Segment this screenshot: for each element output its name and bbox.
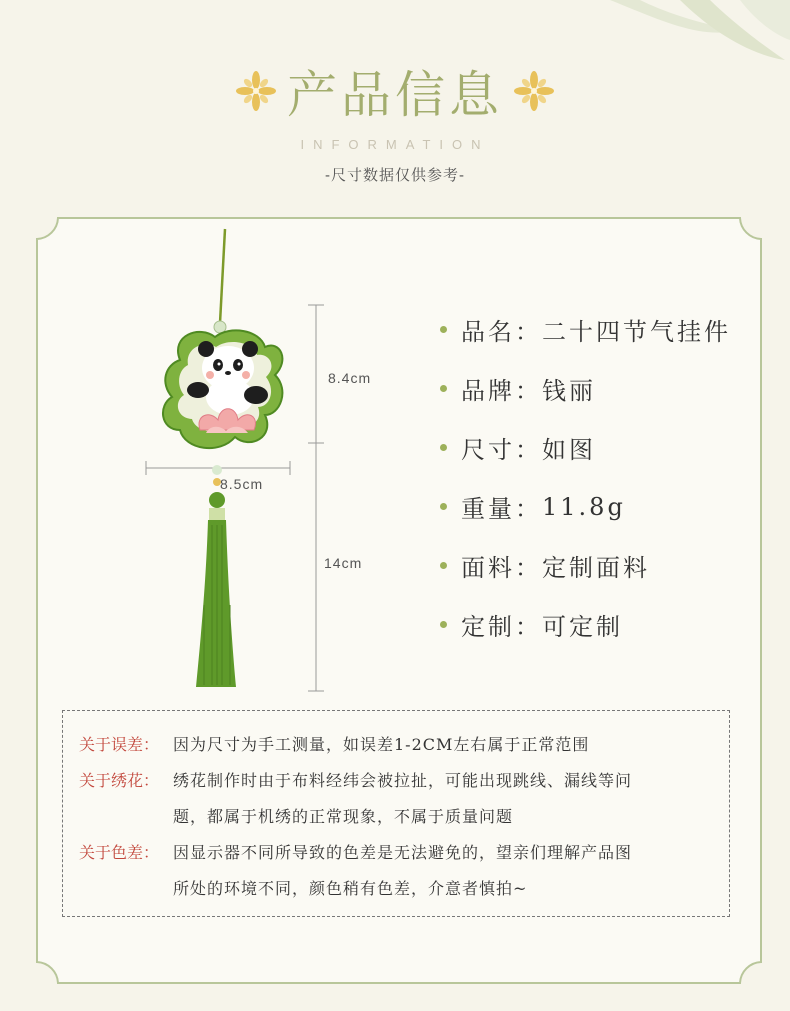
width-label: 8.5cm	[220, 476, 264, 492]
bullet-icon	[440, 562, 447, 569]
notice-line: 所处的环境不同，颜色稍有色差，介意者慎拍~	[173, 879, 528, 898]
bullet-icon	[440, 385, 447, 392]
notice-box	[62, 710, 730, 917]
notice-label: 关于误差：	[79, 735, 160, 754]
bullet-icon	[440, 326, 447, 333]
spec-label: 品牌：	[461, 377, 542, 405]
spec-list	[440, 300, 770, 654]
notice-line: 因为尺寸为手工测量，如误差1-2CM左右属于正常范围	[173, 735, 590, 754]
spec-row-fabric	[440, 536, 770, 595]
spec-label: 重量：	[461, 495, 542, 523]
product-image-area	[140, 225, 370, 700]
notice-label: 关于色差：	[79, 843, 160, 862]
bullet-icon	[440, 621, 447, 628]
header	[0, 55, 790, 185]
spec-row-custom	[440, 595, 770, 654]
spec-row-brand	[440, 359, 770, 418]
subtitle-english: INFORMATION	[300, 137, 490, 152]
notice-label: 关于绣花：	[79, 771, 160, 790]
spec-label: 定制：	[461, 613, 542, 641]
flower-ornament-right-icon	[513, 70, 555, 112]
spec-label: 尺寸：	[461, 436, 542, 464]
notice-color	[79, 835, 713, 907]
spec-row-name	[440, 300, 770, 359]
spec-value: 钱丽	[542, 377, 596, 405]
flower-ornament-left-icon	[235, 70, 277, 112]
notice-line: 绣花制作时由于布料经纬会被拉扯，可能出现跳线、漏线等问	[173, 771, 633, 790]
notice-error	[79, 727, 713, 763]
spec-value: 二十四节气挂件	[542, 318, 731, 346]
spec-label: 面料：	[461, 554, 542, 582]
spec-value: 如图	[542, 436, 596, 464]
spec-row-size	[440, 418, 770, 477]
bullet-icon	[440, 444, 447, 451]
page-title: 产品信息	[287, 66, 503, 124]
spec-value: 11.8g	[542, 492, 626, 521]
spec-value: 可定制	[542, 613, 623, 641]
bullet-icon	[440, 503, 447, 510]
notice-line: 题，都属于机绣的正常现象，不属于质量问题	[173, 807, 514, 826]
notice-embroidery	[79, 763, 713, 835]
spec-label: 品名：	[461, 318, 542, 346]
size-reference-note: -尺寸数据仅供参考-	[325, 167, 465, 184]
spec-value: 定制面料	[542, 554, 650, 582]
panda-pendant-image	[140, 225, 370, 700]
height-top-label: 8.4cm	[328, 370, 372, 386]
height-bottom-label: 14cm	[324, 555, 363, 571]
spec-row-weight	[440, 477, 770, 536]
notice-line: 因显示器不同所导致的色差是无法避免的，望亲们理解产品图	[173, 843, 633, 862]
